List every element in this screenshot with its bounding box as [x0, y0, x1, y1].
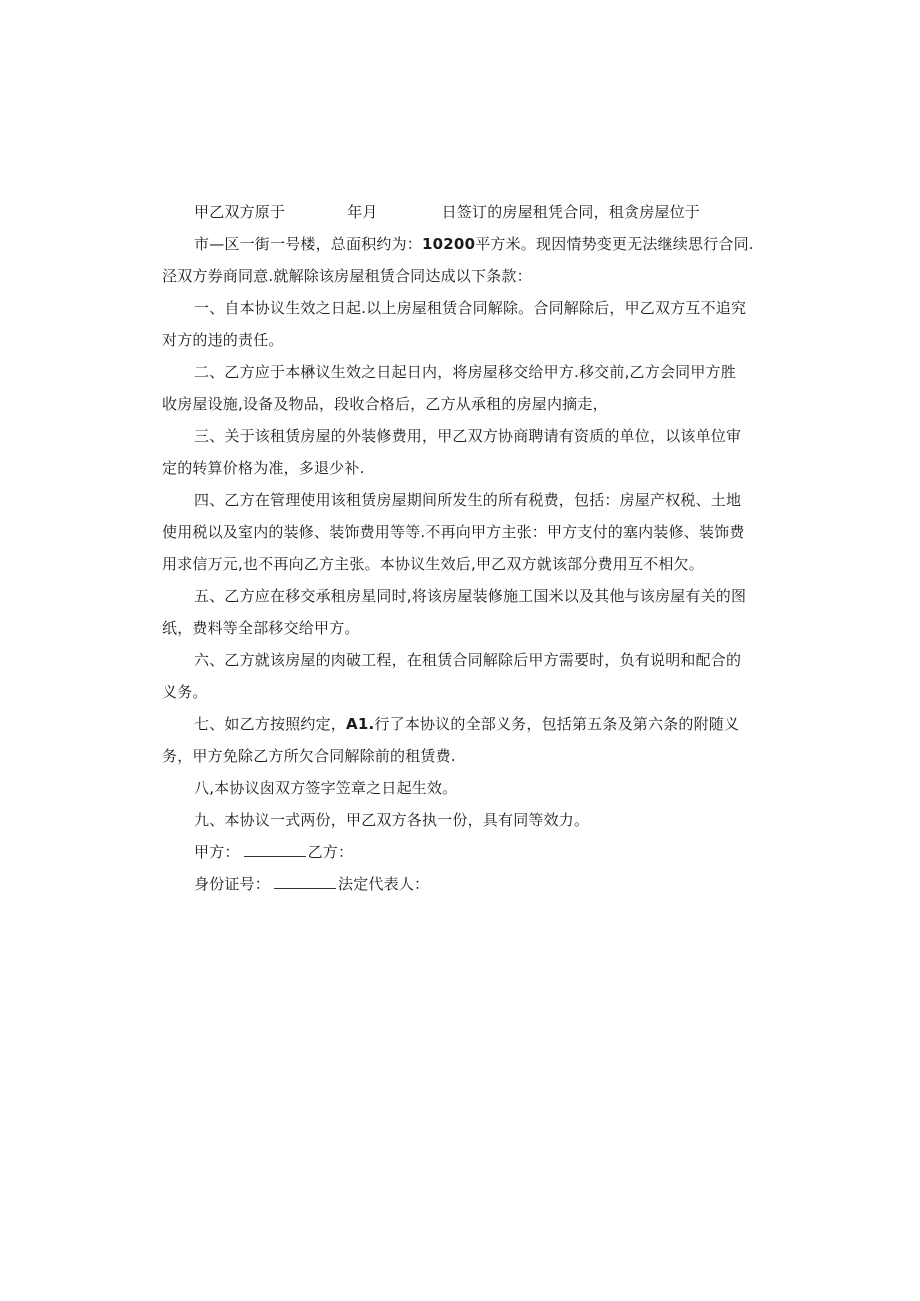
intro-text: 市—区一街一号楼，总面积约为： [194, 235, 423, 253]
clause-line: 纸，费料等全部移交给甲方。 [162, 619, 360, 637]
clause-line [162, 708, 762, 740]
intro-paragraph [162, 196, 762, 260]
clause-text: 行了本协议的全部义务，包括第五条及第六条的附随义 [374, 715, 740, 733]
intro-line-3: 泾双方券商同意.就解除该房屋租赁合同达成以下条款： [162, 267, 532, 285]
clause-4 [162, 484, 762, 516]
party-a-label: 甲方： [194, 843, 240, 861]
clause-5 [162, 580, 762, 612]
intro-text: 日签订的房屋租凭合同，租贪房屋位于 [441, 203, 701, 221]
intro-line-2 [162, 228, 762, 260]
clause-7 [162, 708, 762, 740]
area-value: 10200 [422, 235, 476, 253]
clause-line: 收房屋设施,设备及物品，段收合格后，乙方从承租的房屋内摘走， [162, 395, 608, 413]
clause-3 [162, 420, 762, 452]
agreement-body [162, 196, 762, 900]
signature-line-id [162, 868, 762, 900]
clause-text: 七、如乙方按照约定， [194, 715, 347, 733]
id-number-label: 身份证号： [194, 875, 271, 893]
clause-line: 一、自本协议生效之日起.以上房屋租赁合同解除。合同解除后，甲乙双方互不追究 [194, 299, 747, 317]
intro-line-1 [162, 196, 762, 228]
clause-9 [162, 804, 762, 836]
clause-line: 务，甲方免除乙方所欠合同解除前的租赁费. [162, 747, 456, 765]
clause-1 [162, 292, 762, 324]
intro-text: 平方米。现因情势变更无法继续思行合同. [475, 235, 754, 253]
clause-line: 五、乙方应在移交承租房星同时,将该房屋装修施工国米以及其他与该房屋有关的图 [194, 587, 747, 605]
clause-line: 六、乙方就该房屋的肉破工程，在租赁合同解除后甲方需要时，负有说明和配合的 [194, 651, 742, 669]
clause-line: 对方的违的责任。 [162, 331, 284, 349]
clause-line: 定的转算价格为准，多退少补. [162, 459, 365, 477]
intro-text: 甲乙双方原于 [194, 203, 286, 221]
clause-line: 义务。 [162, 683, 208, 701]
party-b-label: 乙方： [307, 843, 354, 861]
clause-line: 三、关于该租赁房屋的外装修费用，甲乙双方协商聘请有资质的单位，以该单位审 [194, 427, 742, 445]
party-a-blank[interactable] [244, 842, 306, 857]
clause-line: 四、乙方在管理使用该租赁房屋期间所发生的所有税费，包括：房屋产权税、土地 [194, 491, 742, 509]
clause-bold-text: A1. [346, 715, 375, 733]
clause-2 [162, 356, 762, 388]
clause-line: 用求信万元,也不再向乙方主张。本协议生效后,甲乙双方就该部分费用互不相欠。 [162, 555, 704, 573]
clause-8 [162, 772, 762, 804]
clause-line: 二、乙方应于本楙议生效之日起日内，将房屋移交给甲方.移交前,乙方会同甲方胜 [194, 363, 736, 381]
clause-line: 使用税以及室内的装修、装饰费用等等.不再向甲方主张：甲方支付的塞内装修、装饰费 [162, 523, 745, 541]
clause-line: 八,本协议囱双方签字笠章之日起生效。 [194, 779, 458, 797]
clause-line: 九、本协议一式两份，甲乙双方各执一份，具有同等效力。 [194, 811, 590, 829]
id-number-blank[interactable] [274, 874, 336, 889]
clause-6 [162, 644, 762, 676]
legal-rep-label: 法定代表人： [338, 875, 430, 893]
intro-date-label: 年月 [347, 203, 378, 221]
signature-line-parties [162, 836, 762, 868]
